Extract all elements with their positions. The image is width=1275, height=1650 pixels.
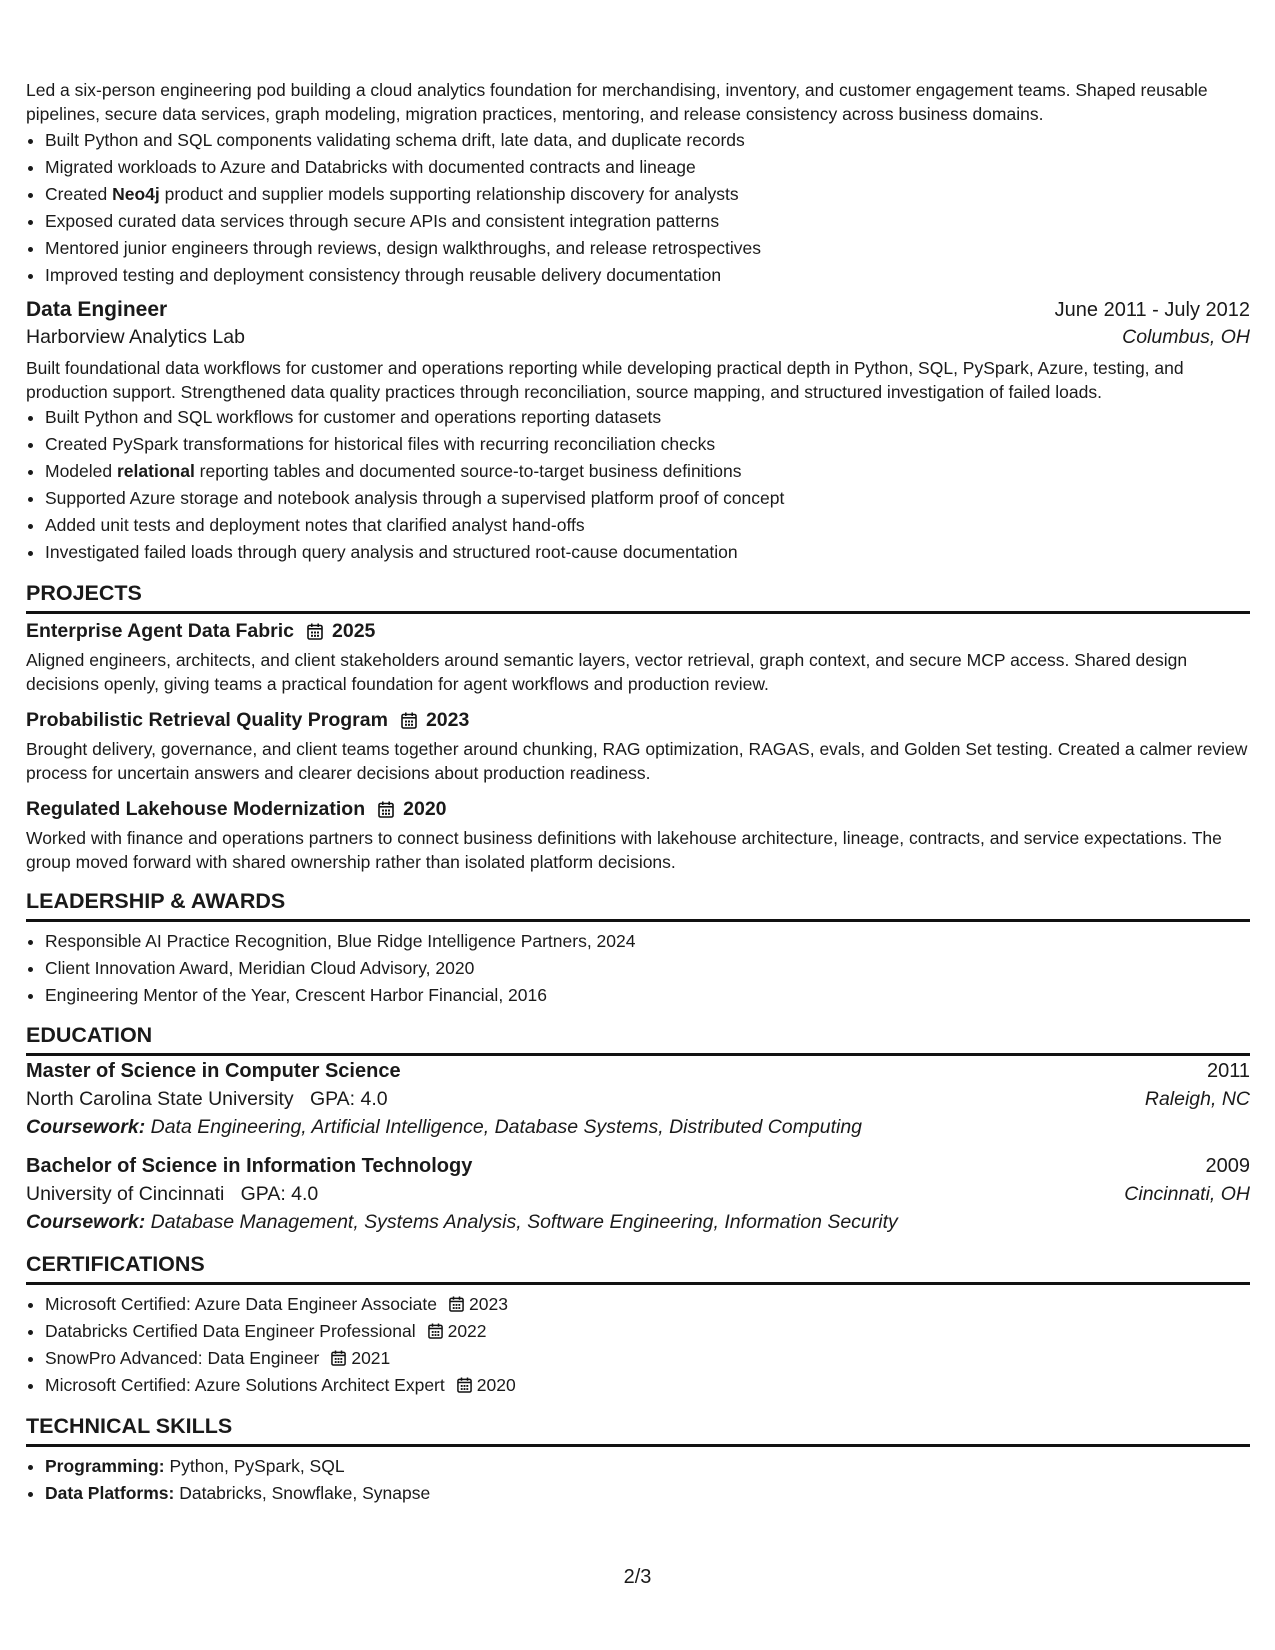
list-item: • Built Python and SQL components validating schema drift, late data, and duplicate records	[45, 127, 1250, 154]
section-heading: CERTIFICATIONS	[26, 1252, 1250, 1285]
degree-title: Bachelor of Science in Information Technology	[26, 1155, 473, 1177]
calendar-icon	[449, 1296, 464, 1312]
job-location: Columbus, OH	[1122, 326, 1250, 348]
resume-page	[26, 78, 1250, 1507]
project-description: Worked with finance and operations partners to connect business definitions with lakehouse architecture, lineage, contracts, and service expectations. The group moved forward with shared ownership rather than isolated platform decisions.	[26, 828, 1222, 872]
calendar-icon	[307, 623, 323, 640]
list-item: • Programming: Python, PySpark, SQL	[45, 1453, 1250, 1480]
list-item: • Data Platforms: Databricks, Snowflake, Synapse	[45, 1480, 1250, 1507]
job-bullets	[26, 127, 1250, 289]
school-location: Cincinnati, OH	[1124, 1183, 1250, 1205]
job-summary: Led a six-person engineering pod building a cloud analytics foundation for merchandising, inventory, and customer engagement teams. Shaped reusable pipelines, secure data services, graph modeling, migration practices, mentoring, and release consistency across business domains.	[26, 80, 1208, 124]
job-bullets	[26, 404, 1250, 566]
list-item: • Client Innovation Award, Meridian Cloud Advisory, 2020	[45, 955, 1250, 982]
list-item: • Engineering Mentor of the Year, Crescent Harbor Financial, 2016	[45, 982, 1250, 1009]
degree-year: 2011	[1206, 1060, 1250, 1082]
skills-list	[26, 1453, 1250, 1507]
awards-list	[26, 928, 1250, 1009]
skills-section	[26, 1414, 1250, 1507]
project-year: 2020	[403, 798, 447, 820]
job-title: Data Engineer	[26, 298, 168, 321]
calendar-icon	[401, 712, 417, 729]
gpa: GPA: 4.0	[240, 1183, 319, 1205]
calendar-icon	[331, 1350, 346, 1366]
project-title: Enterprise Agent Data Fabric	[26, 620, 295, 642]
page-number: 2/3	[623, 1566, 652, 1588]
list-item: • Built Python and SQL workflows for customer and operations reporting datasets	[45, 404, 1250, 431]
list-item: • Supported Azure storage and notebook analysis through a supervised platform proof of concept	[45, 485, 1250, 512]
list-item: • Mentored junior engineers through reviews, design walkthroughs, and release retrospectives	[45, 235, 1250, 262]
calendar-icon	[378, 801, 394, 818]
project-title: Regulated Lakehouse Modernization	[26, 798, 366, 820]
section-heading: LEADERSHIP & AWARDS	[26, 889, 1250, 922]
list-item: • SnowPro Advanced: Data Engineer 2021	[45, 1345, 1250, 1372]
list-item: • Improved testing and deployment consistency through reusable delivery documentation	[45, 262, 1250, 289]
degree-title: Master of Science in Computer Science	[26, 1060, 401, 1082]
list-item: • Added unit tests and deployment notes that clarified analyst hand-offs	[45, 512, 1250, 539]
project-entry	[26, 709, 1250, 785]
section-heading: PROJECTS	[26, 581, 1250, 614]
project-entry	[26, 798, 1250, 874]
section-heading: TECHNICAL SKILLS	[26, 1414, 1250, 1447]
project-entry	[26, 620, 1250, 696]
school-location: Raleigh, NC	[1144, 1088, 1250, 1110]
awards-section	[26, 889, 1250, 1009]
job-dates: June 2011 - July 2012	[1054, 299, 1250, 321]
list-item: • Investigated failed loads through query analysis and structured root-cause documentation	[45, 539, 1250, 566]
coursework: Coursework: Data Engineering, Artificial Intelligence, Database Systems, Distributed Computing	[26, 1116, 863, 1138]
project-title: Probabilistic Retrieval Quality Program	[26, 709, 388, 731]
list-item: • Microsoft Certified: Azure Data Engineer Associate 2023	[45, 1291, 1250, 1318]
job-entry	[26, 298, 1250, 566]
education-entry	[26, 1155, 1250, 1234]
list-item: • Databricks Certified Data Engineer Professional 2022	[45, 1318, 1250, 1345]
job-organization: Harborview Analytics Lab	[26, 326, 245, 348]
section-heading: EDUCATION	[26, 1023, 1250, 1056]
list-item: • Microsoft Certified: Azure Solutions Architect Expert 2020	[45, 1372, 1250, 1399]
education-section	[26, 1023, 1250, 1234]
gpa: GPA: 4.0	[309, 1088, 388, 1110]
list-item: • Created PySpark transformations for historical files with recurring reconciliation checks	[45, 431, 1250, 458]
school-name: University of Cincinnati	[26, 1183, 225, 1205]
calendar-icon	[457, 1377, 472, 1393]
certifications-list	[26, 1291, 1250, 1399]
education-entry	[26, 1060, 1250, 1139]
degree-year: 2009	[1205, 1155, 1250, 1177]
list-item: • Created Neo4j product and supplier models supporting relationship discovery for analysts	[45, 181, 1250, 208]
list-item: • Responsible AI Practice Recognition, Blue Ridge Intelligence Partners, 2024	[45, 928, 1250, 955]
project-description: Aligned engineers, architects, and client stakeholders around semantic layers, vector retrieval, graph context, and secure MCP access. Shared design decisions openly, giving teams a practical foundation for agent workflows and production review.	[26, 650, 1188, 694]
projects-section	[26, 581, 1250, 874]
job-summary: Built foundational data workflows for customer and operations reporting while developing practical depth in Python, SQL, PySpark, Azure, testing, and production support. Strengthened data quality practices through reconciliation, source mapping, and structured investigation of failed loads.	[26, 358, 1184, 402]
list-item: • Exposed curated data services through secure APIs and consistent integration patterns	[45, 208, 1250, 235]
school-name: North Carolina State University	[26, 1088, 294, 1110]
calendar-icon	[428, 1323, 443, 1339]
project-year: 2025	[332, 620, 376, 642]
list-item: • Migrated workloads to Azure and Databricks with documented contracts and lineage	[45, 154, 1250, 181]
project-description: Brought delivery, governance, and client teams together around chunking, RAG optimization, RAGAS, evals, and Golden Set testing. Created a calmer review process for uncertain answers and clearer decisions about production readiness.	[26, 739, 1248, 783]
certifications-section	[26, 1252, 1250, 1399]
list-item: • Modeled relational reporting tables and documented source-to-target business definitions	[45, 458, 1250, 485]
coursework: Coursework: Database Management, Systems Analysis, Software Engineering, Information Security	[26, 1211, 898, 1233]
project-year: 2023	[425, 709, 470, 731]
